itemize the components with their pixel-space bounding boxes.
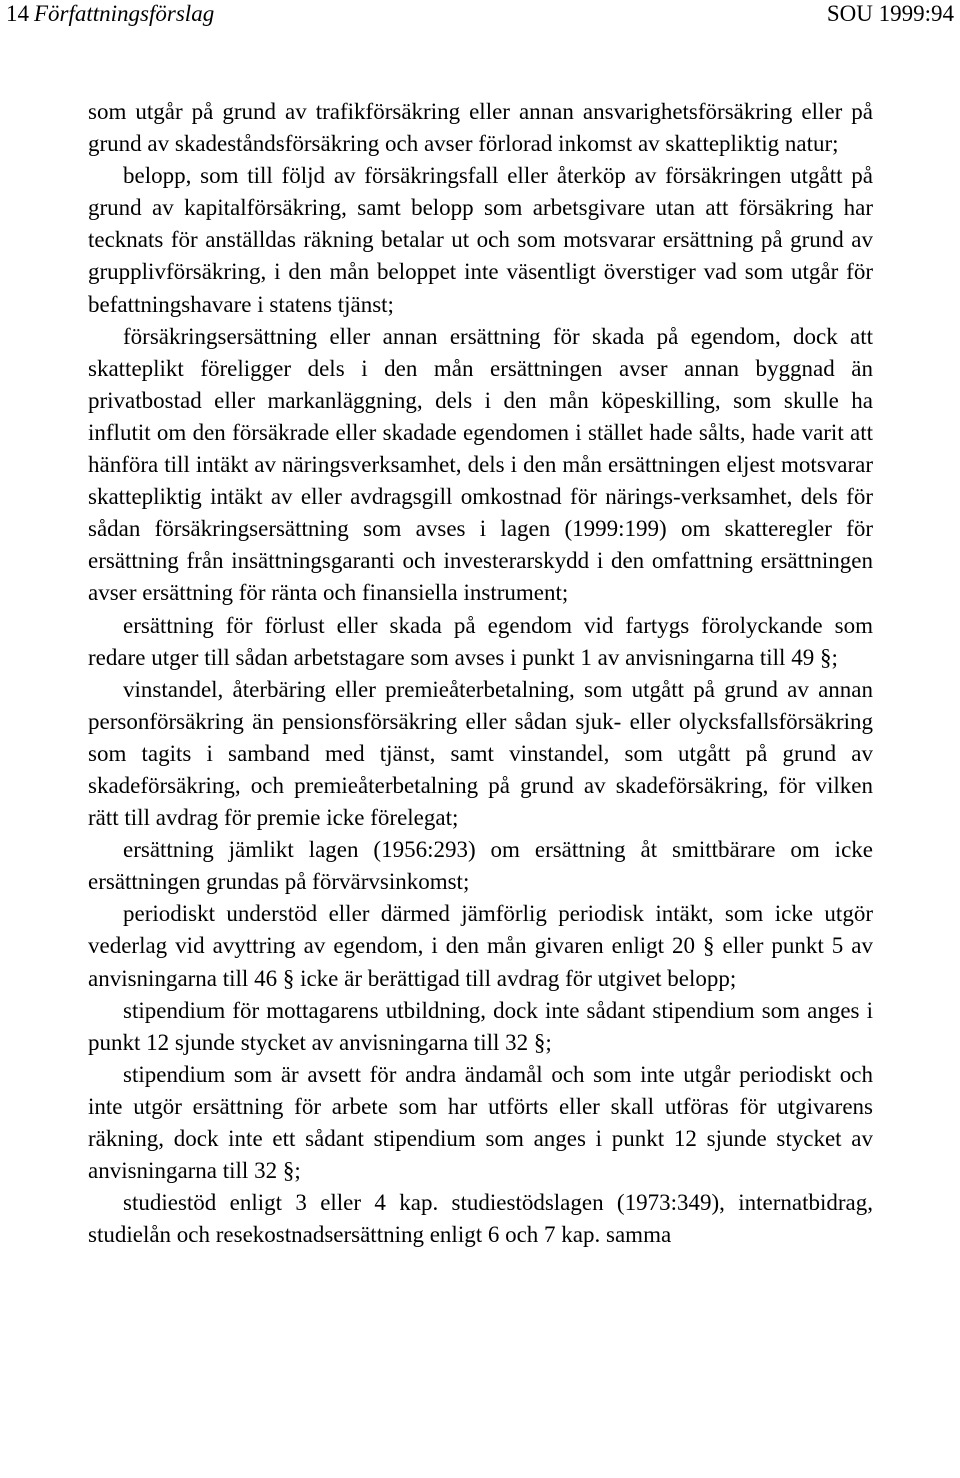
paragraph: belopp, som till följd av försäkringsfall eller återköp av försäkringen utgått på grund av kapitalförsäkring, samt belopp som arbetsgivare utan att försäkring har tecknats för anställdas räkning betalar ut och som motsvarar ersättning på grund av grupplivförsäkring, i den mån beloppet inte väsentligt överstiger vad som utgår för befattningshavare i statens tjänst; — [88, 163, 873, 317]
body-text — [88, 96, 873, 1251]
paragraph: som utgår på grund av trafikförsäkring eller annan ansvarighetsförsäkring eller på grund av skadeståndsförsäkring och avser förlorad inkomst av skattepliktig natur; — [88, 99, 873, 157]
document-id: SOU 1999:94 — [826, 1, 954, 26]
paragraph: vinstandel, återbäring eller premieåterbetalning, som utgått på grund av annan personförsäkring än pensionsförsäkring eller sådan sjuk- eller olycksfallsförsäkring som tagits i samband med tjänst, samt vinstandel, som utgått på grund av skadeförsäkring, och premieåterbetalning på grund av skadeförsäkring, för vilken rätt till avdrag för premie icke förelegat; — [88, 676, 873, 831]
paragraph: studiestöd enligt 3 eller 4 kap. studiestödslagen (1973:349), internatbidrag, studielån och resekostnadsersättning enligt 6 och 7 kap. samma — [88, 1190, 873, 1248]
paragraph: ersättning för förlust eller skada på egendom vid fartygs förolyckande som redare utger till sådan arbetstagare som avses i punkt 1 av anvisningarna till 49 §; — [88, 612, 873, 670]
running-title: Författningsförslag — [34, 1, 215, 26]
paragraph: försäkringsersättning eller annan ersättning för skada på egendom, dock att skatteplikt föreligger dels i den mån ersättningen avser annan byggnad än privatbostad eller markanläggning, dels i den mån köpeskilling, som skulle ha influtit om den försäkrade eller skadade egendomen i stället hade sålts, hade varit att hänföra till intäkt av näringsverksamhet, dels i den mån ersättningen eljest motsvarar skattepliktig intäkt av eller avdragsgill omkostnad för närings-verksamhet, dels för sådan försäkringsersättning som avses i lagen (1999:199) om skatteregler för ersättning från insättningsgaranti och investerarskydd i den omfattning ersättningen avser ersättning för ränta och finansiella instrument; — [88, 323, 873, 606]
page-header — [6, 0, 954, 28]
paragraph: periodiskt understöd eller därmed jämförlig periodisk intäkt, som icke utgör vederlag vid avyttring av egendom, i den mån givaren enligt 20 § eller punkt 5 av anvisningarna till 46 § icke är berättigad till avdrag för utgivet belopp; — [88, 901, 873, 991]
paragraph: ersättning jämlikt lagen (1956:293) om ersättning åt smittbärare om icke ersättningen grundas på förvärvsinkomst; — [88, 837, 873, 895]
paragraph: stipendium som är avsett för andra ändamål och som inte utgår periodiskt och inte utgör ersättning för arbete som har utförts eller skall utföras för utgivarens räkning, dock inte ett sådant stipendium som anges i punkt 12 sjunde stycket av anvisningarna till 32 §; — [88, 1061, 873, 1184]
page-number: 14 — [6, 1, 29, 26]
paragraph: stipendium för mottagarens utbildning, dock inte sådant stipendium som anges i punkt 12 sjunde stycket av anvisningarna till 32 §; — [88, 997, 873, 1055]
